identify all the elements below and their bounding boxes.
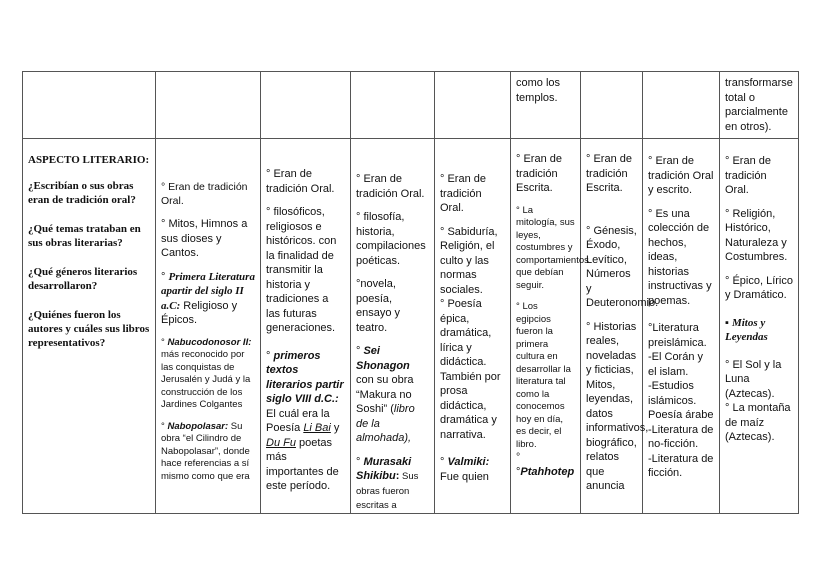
top-cell-9-text: transformarse total o parcialmente en otros). [725, 77, 793, 133]
top-cell-8 [643, 72, 720, 139]
col5-answer-1: ° Eran de tradición Oral. [440, 173, 486, 214]
culture-cell-8 [643, 139, 720, 514]
col5-answer-4: ° Valmiki: Fue quien [440, 456, 490, 483]
col2-answer-1: ° Eran de tradición Oral. [161, 181, 248, 207]
col5-answer-3: ° Poesía épica, dramática, lírica y didáctica. También por prosa didáctica, dramática y narrativa. [440, 298, 501, 441]
top-cell-5 [435, 72, 511, 139]
col3-answer-2: ° filosóficos, religiosos e históricos. con la finalidad de transmitir la historia y tradiciones a las futuras generaciones. [266, 206, 337, 334]
document-table [22, 71, 799, 514]
col9-answer-6: ° La montaña de maíz (Aztecas). [725, 402, 791, 443]
col8-answer-7: -Literatura de no-ficción. [648, 423, 714, 450]
culture-cell-5 [435, 139, 511, 514]
top-cell-6-text: como los templos. [516, 77, 561, 104]
col8-answer-5: -Estudios islámicos. [648, 380, 697, 407]
col9-answer-1: ° Eran de tradición Oral. [725, 155, 771, 196]
table-row-aspecto-literario [23, 139, 799, 514]
aspect-heading: ASPECTO LITERARIO: [28, 154, 150, 166]
col8-answer-3: °Literatura preislámica. [648, 322, 707, 349]
top-cell-2 [156, 72, 261, 139]
culture-cell-2 [156, 139, 261, 514]
col9-answer-5: ° El Sol y la Luna (Aztecas). [725, 358, 782, 400]
col2-answer-4: ° Nabucodonosor II: más reconocido por las conquistas de Jerusalén y Judá y la construcción de los Jardines Colgantes [161, 336, 252, 410]
col9-answer-2: ° Religión, Histórico, Naturaleza y Costumbres. [725, 207, 788, 263]
col6-answer-4: ° [516, 451, 521, 463]
col7-answer-1: ° Eran de tradición Escrita. [586, 153, 632, 194]
top-cell-9 [720, 72, 799, 139]
col9-answer-4: ▪ Mitos y Leyendas [725, 316, 768, 343]
col8-answer-2: ° Es una colección de hechos, ideas, historias instructivas y poemas. [648, 207, 712, 307]
col7-answer-2: ° Génesis, Éxodo, Levítico, Números y Deuteronomio. [586, 224, 659, 309]
col4-answer-2: ° filosofía, historia, compilaciones poéticas. [356, 211, 426, 267]
culture-cell-7 [581, 139, 659, 514]
col3-answer-3: ° primeros textos literarios partir siglo VIII d.C.: El cuál era la Poesía Li Bai y Du Fu poetas más importantes de este período. [266, 349, 344, 492]
col6-answer-2: ° La mitología, sus leyes, costumbres y comportamientos que debían seguir. [516, 204, 589, 291]
col8-answer-1: ° Eran de tradición Oral y escrito. [648, 155, 714, 196]
col4-answer-3: °novela, poesía, ensayo y teatro. [356, 278, 401, 334]
top-cell-3 [261, 72, 351, 139]
col6-answer-1: ° Eran de tradición Escrita. [516, 153, 562, 194]
col8-answer-8: -Literatura de ficción. [648, 452, 714, 479]
col2-answer-5: ° Nabopolasar: Su obra “el Cilindro de Nabopolasar”, donde hace referencias a sí mismo como que era [161, 420, 250, 482]
aspect-question-4: ¿Quiénes fueron los autores y cuáles sus libros representativos? [28, 309, 150, 349]
top-cell-7 [581, 72, 643, 139]
culture-cell-3 [261, 139, 351, 514]
aspect-question-2: ¿Qué temas trataban en sus obras literarias? [28, 223, 141, 249]
col4-answer-5: ° Murasaki Shikibu: Sus obras fueron escritas a [356, 455, 419, 511]
top-cell-4 [351, 72, 435, 139]
col6-answer-5: °Ptahhotep [516, 465, 575, 478]
culture-cell-6 [511, 139, 589, 514]
col4-answer-4: ° Sei Shonagon con su obra “Makura no Soshi” (libro de la almohada), [356, 345, 415, 444]
top-cell-1 [23, 72, 156, 139]
aspect-question-3: ¿Qué géneros literarios desarrollaron? [28, 266, 138, 292]
table-row-top [23, 72, 799, 139]
col5-answer-2: ° Sabiduría, Religión, el culto y las normas sociales. [440, 225, 498, 296]
col8-answer-4: -El Corán y el islam. [648, 351, 704, 378]
culture-cell-9 [720, 139, 799, 514]
aspect-question-1: ¿Escribían o sus obras eran de tradición oral? [28, 180, 136, 206]
col6-answer-3: ° Los egipcios fueron la primera cultura en desarrollar la literatura tal como la conocemos hoy en día, es decir, el libro. [516, 301, 571, 450]
col7-answer-3: ° Historias reales, noveladas y ficticias, Mitos, leyendas, datos informativos, biográfico, relatos que anuncia [586, 320, 649, 492]
col8-answer-6: Poesía árabe [648, 409, 714, 421]
col4-answer-1: ° Eran de tradición Oral. [356, 173, 425, 200]
col9-answer-3: ° Épico, Lírico y Dramático. [725, 274, 793, 301]
top-cell-6 [511, 72, 581, 139]
col2-answer-3: ° Primera Literatura apartir del siglo II a.C: Religioso y Épicos. [161, 270, 255, 326]
aspect-cell [23, 139, 156, 514]
col2-answer-2: ° Mitos, Himnos a sus dioses y Cantos. [161, 218, 248, 259]
col3-answer-1: ° Eran de tradición Oral. [266, 168, 335, 195]
culture-cell-4 [351, 139, 435, 514]
